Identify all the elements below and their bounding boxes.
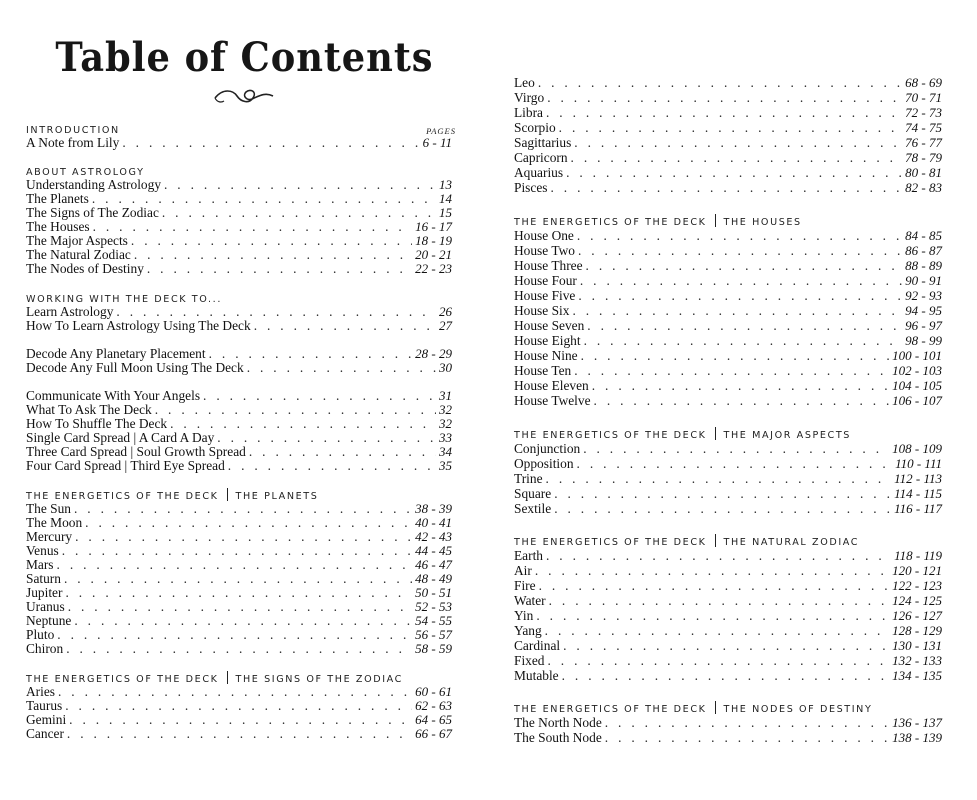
page-title: Table of Contents: [55, 34, 433, 81]
section-heading: INTRODUCTION PAGES: [26, 125, 456, 136]
toc-entry[interactable]: Single Card Spread | A Card A Day . . . 33: [26, 431, 462, 445]
toc-entry[interactable]: The Sun . . . 38 - 39: [26, 502, 462, 516]
toc-entry[interactable]: Chiron . . . 58 - 59: [26, 642, 462, 656]
toc-entry[interactable]: Cardinal . . . 130 - 131: [514, 638, 952, 653]
toc-entry[interactable]: Aquarius . . . 80 - 81: [514, 165, 952, 180]
toc-entry[interactable]: The Major Aspects . . . 18 - 19: [26, 234, 462, 248]
section-introduction: [26, 122, 462, 150]
toc-entry[interactable]: Mutable . . . 134 - 135: [514, 668, 952, 683]
section-houses: [514, 214, 952, 408]
section-working-with-deck: [26, 291, 462, 473]
toc-entry[interactable]: Aries . . . 60 - 61: [26, 685, 462, 699]
toc-entry[interactable]: Decode Any Planetary Placement . . . 28 - 29: [26, 347, 462, 361]
section-signs-continued: [514, 75, 952, 195]
toc-entry[interactable]: The Nodes of Destiny . . . 22 - 23: [26, 262, 462, 276]
toc-entry[interactable]: Venus . . . 44 - 45: [26, 544, 462, 558]
toc-entry[interactable]: The Signs of The Zodiac . . . 15: [26, 206, 462, 220]
toc-entry[interactable]: How To Shuffle The Deck . . . 32: [26, 417, 462, 431]
toc-entry[interactable]: Libra . . . 72 - 73: [514, 105, 952, 120]
toc-entry[interactable]: Conjunction . . . 108 - 109: [514, 441, 952, 456]
toc-entry[interactable]: House One . . . 84 - 85: [514, 228, 952, 243]
toc-entry[interactable]: Mercury . . . 42 - 43: [26, 530, 462, 544]
toc-entry[interactable]: Communicate With Your Angels . . . 31: [26, 389, 462, 403]
toc-entry[interactable]: Four Card Spread | Third Eye Spread . . . 35: [26, 459, 462, 473]
section-natural-zodiac: [514, 534, 952, 683]
toc-entry[interactable]: Yin . . . 126 - 127: [514, 608, 952, 623]
toc-entry[interactable]: The Natural Zodiac . . . 20 - 21: [26, 248, 462, 262]
toc-entry[interactable]: Learn Astrology . . . 26: [26, 305, 462, 319]
title-block: [26, 34, 462, 108]
toc-entry[interactable]: House Twelve . . . 106 - 107: [514, 393, 952, 408]
toc-entry[interactable]: House Five . . . 92 - 93: [514, 288, 952, 303]
section-heading: THE ENERGETICS OF THE DECK THE NODES OF DESTINY: [514, 701, 952, 715]
toc-entry[interactable]: The South Node . . . 138 - 139: [514, 730, 952, 745]
toc-entry[interactable]: Understanding Astrology . . . 13: [26, 178, 462, 192]
toc-entry[interactable]: Saturn . . . 48 - 49: [26, 572, 462, 586]
toc-entry[interactable]: House Two . . . 86 - 87: [514, 243, 952, 258]
toc-entry[interactable]: Three Card Spread | Soul Growth Spread . . . 34: [26, 445, 462, 459]
pages-column-label: PAGES: [426, 126, 456, 136]
toc-entry[interactable]: House Nine . . . 100 - 101: [514, 348, 952, 363]
toc-entry[interactable]: Pisces . . . 82 - 83: [514, 180, 952, 195]
toc-entry[interactable]: Neptune . . . 54 - 55: [26, 614, 462, 628]
section-heading: THE ENERGETICS OF THE DECK THE HOUSES: [514, 214, 952, 228]
section-nodes-of-destiny: [514, 701, 952, 745]
toc-entry[interactable]: Jupiter . . . 50 - 51: [26, 586, 462, 600]
toc-entry[interactable]: Virgo . . . 70 - 71: [514, 90, 952, 105]
toc-entry[interactable]: House Six . . . 94 - 95: [514, 303, 952, 318]
section-heading: THE ENERGETICS OF THE DECK THE PLANETS: [26, 488, 462, 502]
toc-entry[interactable]: A Note from Lily . . . 6 - 11: [26, 136, 462, 150]
toc-entry[interactable]: The Moon . . . 40 - 41: [26, 516, 462, 530]
section-signs-of-zodiac: [26, 671, 462, 741]
toc-entry[interactable]: How To Learn Astrology Using The Deck . . . 27: [26, 319, 462, 333]
toc-entry[interactable]: Cancer . . . 66 - 67: [26, 727, 462, 741]
toc-entry[interactable]: Sextile . . . 116 - 117: [514, 501, 952, 516]
toc-entry[interactable]: Uranus . . . 52 - 53: [26, 600, 462, 614]
toc-entry[interactable]: Gemini . . . 64 - 65: [26, 713, 462, 727]
toc-entry[interactable]: House Four . . . 90 - 91: [514, 273, 952, 288]
toc-entry[interactable]: House Eleven . . . 104 - 105: [514, 378, 952, 393]
toc-entry[interactable]: Square . . . 114 - 115: [514, 486, 952, 501]
toc-entry[interactable]: Mars . . . 46 - 47: [26, 558, 462, 572]
section-heading: THE ENERGETICS OF THE DECK THE MAJOR ASPECTS: [514, 427, 952, 441]
section-heading: WORKING WITH THE DECK TO...: [26, 294, 222, 305]
toc-entry[interactable]: Air . . . 120 - 121: [514, 563, 952, 578]
toc-entry[interactable]: What To Ask The Deck . . . 32: [26, 403, 462, 417]
toc-entry[interactable]: Pluto . . . 56 - 57: [26, 628, 462, 642]
toc-entry[interactable]: House Three . . . 88 - 89: [514, 258, 952, 273]
toc-entry[interactable]: Fixed . . . 132 - 133: [514, 653, 952, 668]
toc-entry[interactable]: Opposition . . . 110 - 111: [514, 456, 952, 471]
section-heading: ABOUT ASTROLOGY: [26, 167, 145, 178]
toc-entry[interactable]: Fire . . . 122 - 123: [514, 578, 952, 593]
toc-entry[interactable]: Decode Any Full Moon Using The Deck . . . 30: [26, 361, 462, 375]
toc-entry[interactable]: Scorpio . . . 74 - 75: [514, 120, 952, 135]
toc-entry[interactable]: Capricorn . . . 78 - 79: [514, 150, 952, 165]
toc-entry[interactable]: Taurus . . . 62 - 63: [26, 699, 462, 713]
flourish-ornament-icon: [211, 86, 277, 108]
toc-entry[interactable]: House Seven . . . 96 - 97: [514, 318, 952, 333]
toc-entry[interactable]: House Eight . . . 98 - 99: [514, 333, 952, 348]
toc-entry[interactable]: The Planets . . . 14: [26, 192, 462, 206]
toc-entry[interactable]: House Ten . . . 102 - 103: [514, 363, 952, 378]
section-heading: THE ENERGETICS OF THE DECK THE SIGNS OF THE ZODIAC: [26, 671, 462, 685]
toc-entry[interactable]: Sagittarius . . . 76 - 77: [514, 135, 952, 150]
toc-entry[interactable]: The Houses . . . 16 - 17: [26, 220, 462, 234]
section-major-aspects: [514, 427, 952, 516]
toc-entry[interactable]: Water . . . 124 - 125: [514, 593, 952, 608]
toc-entry[interactable]: Trine . . . 112 - 113: [514, 471, 952, 486]
toc-entry[interactable]: The North Node . . . 136 - 137: [514, 715, 952, 730]
section-heading: THE ENERGETICS OF THE DECK THE NATURAL ZODIAC: [514, 534, 952, 548]
toc-entry[interactable]: Leo . . . 68 - 69: [514, 75, 952, 90]
section-planets: [26, 488, 462, 656]
toc-entry[interactable]: Earth . . . 118 - 119: [514, 548, 952, 563]
toc-entry[interactable]: Yang . . . 128 - 129: [514, 623, 952, 638]
section-about-astrology: [26, 164, 462, 276]
